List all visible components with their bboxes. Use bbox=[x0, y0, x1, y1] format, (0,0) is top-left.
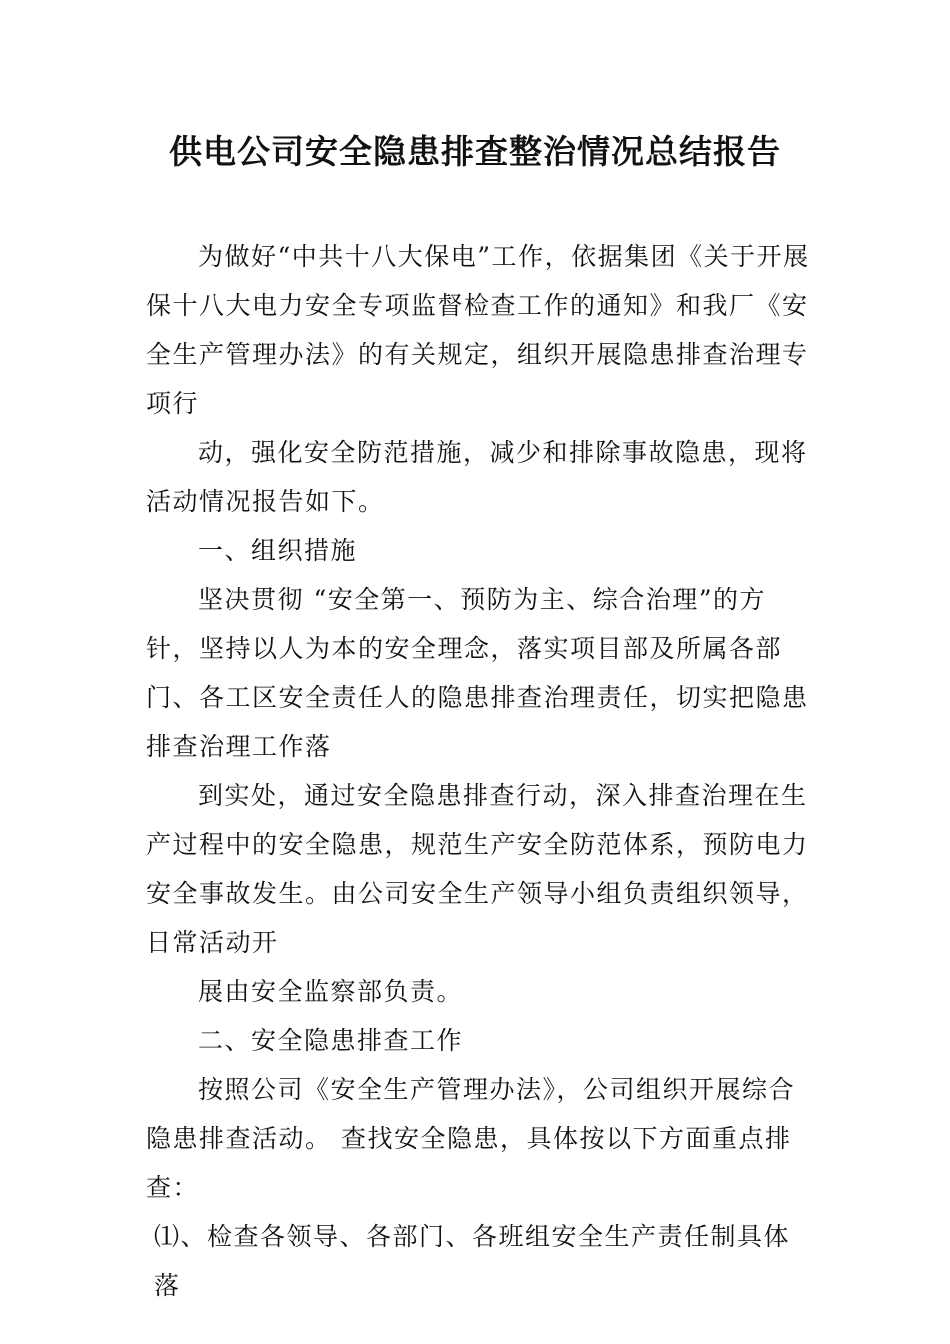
paragraph-intro: 为做好“中共十八大保电”工作，依据集团《关于开展保十八大电力安全专项监督检查工作的通知》和我厂《安全生产管理办法》的有关规定，组织开展隐患排查治理专项行 bbox=[146, 242, 810, 418]
paragraph-organization-end: 展由安全监察部负责。 bbox=[198, 977, 464, 1006]
section-heading-inspection: 二、安全隐患排查工作 bbox=[198, 1026, 464, 1055]
document-title: 供电公司安全隐患排查整治情况总结报告 bbox=[169, 132, 781, 171]
paragraph-intro-continued: 动，强化安全防范措施，减少和排除事故隐患，现将活动情况报告如下。 bbox=[146, 438, 808, 516]
section-heading-organization: 一、组织措施 bbox=[198, 536, 358, 565]
paragraph-organization-continued: 到实处，通过安全隐患排查行动，深入排查治理在生产过程中的安全隐患，规范生产安全防范体系，预防电力安全事故发生。由公司安全生产领导小组负责组织领导，日常活动开 bbox=[146, 781, 809, 957]
paragraph-inspection: 按照公司《安全生产管理办法》，公司组织开展综合隐患排查活动。 查找安全隐患，具体按以下方面重点排查： bbox=[146, 1075, 796, 1202]
paragraph-organization: 坚决贯彻 “安全第一、预防为主、综合治理”的方针，坚持以人为本的安全理念，落实项目部及所属各部门、各工区安全责任人的隐患排查治理责任，切实把隐患排查治理工作落 bbox=[146, 585, 809, 761]
list-item-1: ⑴、检查各领导、各部门、各班组安全生产责任制具体落 bbox=[154, 1222, 791, 1300]
document-body bbox=[146, 232, 816, 1310]
